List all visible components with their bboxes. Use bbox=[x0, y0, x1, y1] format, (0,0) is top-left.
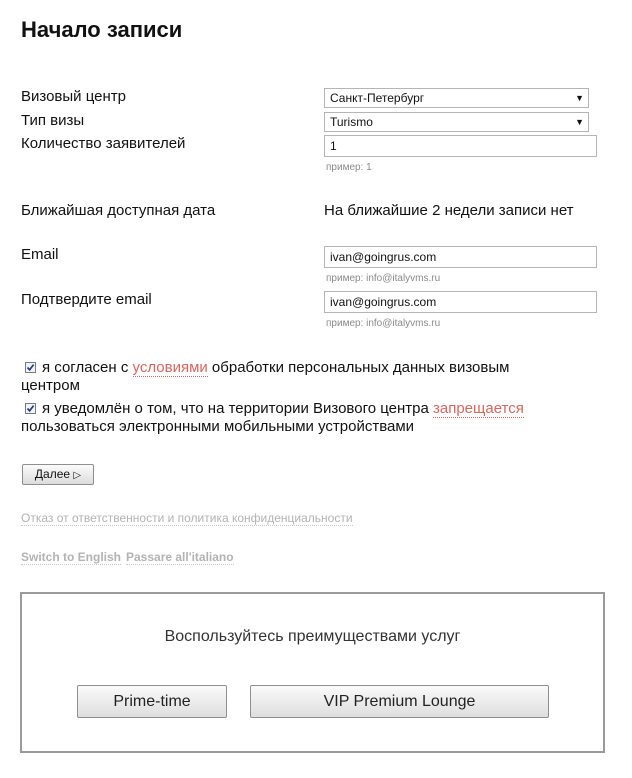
play-triangle-icon: ▷ bbox=[73, 470, 82, 481]
visa-type-label: Тип визы bbox=[21, 112, 85, 129]
next-button[interactable] bbox=[22, 464, 94, 485]
visa-type-value: Turismo bbox=[330, 115, 373, 129]
email-confirm-field[interactable]: ivan@goingrus.com bbox=[324, 291, 597, 313]
notified-prefix: я уведомлён о том, что на территории Визового центра bbox=[42, 400, 433, 417]
applicants-input[interactable]: 1 bbox=[324, 135, 597, 157]
next-button-label: Далее bbox=[34, 467, 71, 481]
email-confirm-label: Подтвердите email bbox=[21, 291, 152, 308]
applicants-label: Количество заявителей bbox=[21, 135, 186, 152]
visa-center-value: Санкт-Петербург bbox=[330, 91, 425, 105]
switch-italian-link[interactable]: Passare all'italiano bbox=[126, 550, 234, 564]
disclaimer-link[interactable]: Отказ от ответственности и политика конфиденциальности bbox=[21, 511, 353, 525]
email-hint: пример: info@italyvms.ru bbox=[326, 273, 441, 284]
agree-prefix: я согласен с bbox=[42, 359, 133, 376]
email-field[interactable]: ivan@goingrus.com bbox=[324, 246, 597, 268]
email-label: Email bbox=[21, 246, 59, 263]
nearest-date-label: Ближайшая доступная дата bbox=[21, 202, 216, 219]
services-promo-box bbox=[20, 592, 605, 753]
switch-english-link[interactable]: Switch to English bbox=[21, 550, 122, 564]
page-title: Начало записи bbox=[21, 17, 183, 42]
notified-line2: пользоваться электронными мобильными устройствами bbox=[21, 418, 415, 435]
notified-text bbox=[21, 400, 581, 436]
agree-text bbox=[21, 359, 581, 395]
vip-lounge-button[interactable]: VIP Premium Lounge bbox=[250, 685, 549, 718]
nearest-date-value: На ближайшие 2 недели записи нет bbox=[324, 202, 574, 219]
visa-center-label: Визовый центр bbox=[21, 88, 126, 105]
dropdown-arrow-icon: ▼ bbox=[575, 117, 584, 127]
prime-time-button[interactable]: Prime-time bbox=[77, 685, 227, 718]
forbidden-link[interactable]: запрещается bbox=[433, 400, 524, 417]
promo-title: Воспользуйтесь преимуществами услуг bbox=[164, 628, 461, 645]
email-confirm-hint: пример: info@italyvms.ru bbox=[326, 318, 441, 329]
conditions-link[interactable]: условиями bbox=[132, 359, 208, 376]
agree-line2: центром bbox=[21, 377, 80, 394]
applicants-hint: пример: 1 bbox=[326, 162, 372, 173]
agree-suffix: обработки персональных данных визовым bbox=[207, 359, 510, 376]
visa-type-select[interactable] bbox=[324, 112, 589, 132]
visa-center-select[interactable] bbox=[324, 88, 589, 108]
dropdown-arrow-icon: ▼ bbox=[575, 93, 584, 103]
